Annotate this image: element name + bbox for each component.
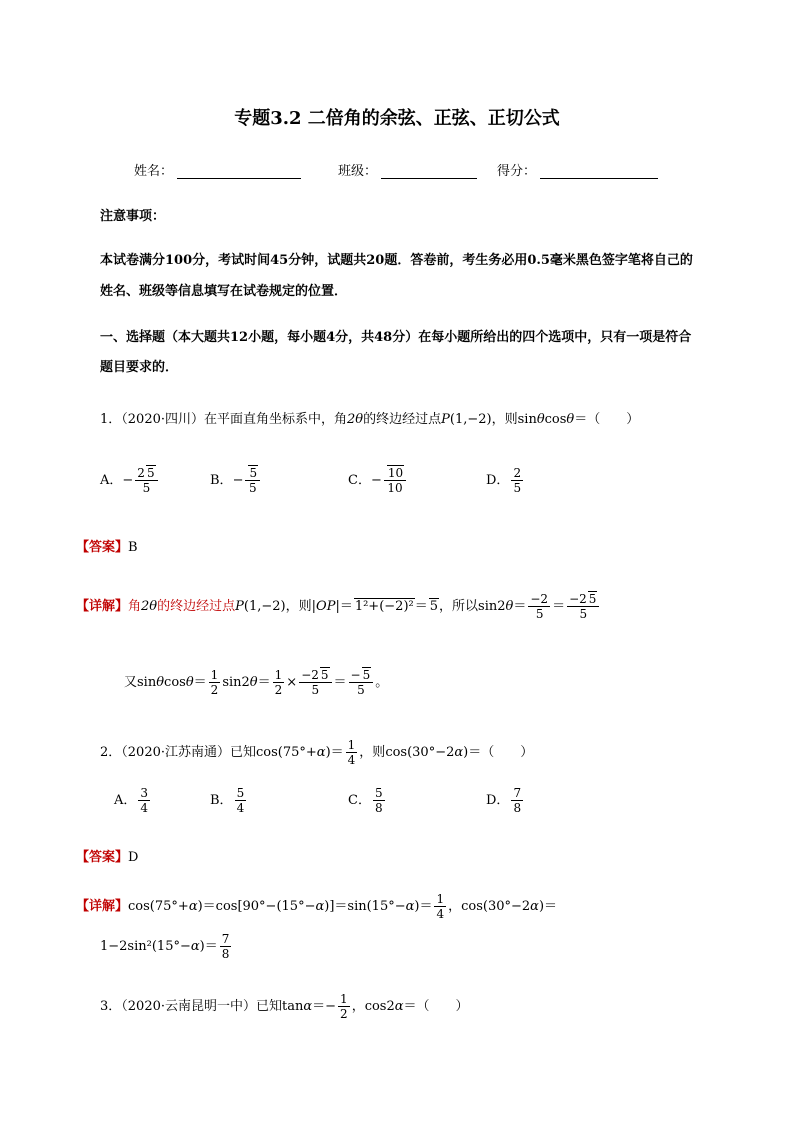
notice-heading: 注意事项： [100,209,166,224]
q2-option-a[interactable]: A． $\frac{3}{4}$ [114,786,149,815]
q2-option-d[interactable]: D． $\frac{7}{8}$ [486,786,522,815]
name-field[interactable] [134,160,301,179]
q1-stem: 1．（2020·四川）在平面直角坐标系中，角2θ的终边经过点P(1,−2)，则sinθcosθ＝（ ） [100,412,640,427]
class-blank[interactable] [381,166,477,179]
class-label: 班级： [338,164,378,179]
q1-detail-2: 又sinθcosθ＝ $\frac{1}{2}$ sin2θ＝ $\frac{1}{2}$ × $\frac{-2 5}{5}$ ＝ $\frac{- 5}{5}$ 。 [124,668,389,697]
q2-option-c[interactable]: C． $\frac{5}{8}$ [348,786,383,815]
page-title: 专题3.2 二倍角的余弦、正弦、正切公式 [234,108,560,129]
q2-option-b[interactable]: B． $\frac{5}{4}$ [210,786,245,815]
q2-detail: 【详解】cos(75°+α)＝cos[90°−(15°−α)]＝sin(15°−α)＝ $\frac{1}{4}$ ，cos(30°−2α)＝ [76,892,558,921]
q1-option-b[interactable]: B．− $\frac{5}{5}$ [210,466,262,495]
section-line-1: 一、选择题（本大题共12小题，每小题4分，共48分）在每小题所给出的四个选项中，只有一项是符合 [100,330,692,345]
section-line-2: 题目要求的． [100,360,179,375]
score-label: 得分： [497,164,537,179]
score-field[interactable] [497,160,658,179]
q1-answer: 【答案】B [76,540,138,555]
notice-line-2: 姓名、班级等信息填写在试卷规定的位置． [100,284,348,299]
q1-option-d[interactable]: D． $\frac{2}{5}$ [486,466,522,495]
q3-stem: 3．（2020·云南昆明一中）已知tanα＝− $\frac{1}{2}$ ，cos2α＝（ ） [100,992,469,1021]
q2-answer: 【答案】D [76,850,139,865]
q1-detail: 【详解】角2θ的终边经过点P(1,−2)，则|OP|＝ 1²+(−2)²＝ 5，所以sin2θ＝ $\frac{-2}{5}$ ＝ $\frac{-2 5}{5}$ [76,592,601,621]
q1-option-a[interactable]: A．− $\frac{2 5}{5}$ [100,466,160,495]
q2-detail-2: 1−2sin²(15°−α)＝ $\frac{7}{8}$ [100,932,230,961]
q2-stem: 2．（2020·江苏南通）已知cos(75°+α)＝ $\frac{1}{4}$ ，则cos(30°−2α)＝（ ） [100,738,534,767]
q1-option-c[interactable]: C．− $\frac{10}{10}$ [348,466,408,495]
notice-line-1: 本试卷满分100分，考试时间45分钟，试题共20题．答卷前，考生务必用0.5毫米黑色签字笔将自己的 [100,253,693,268]
class-field[interactable] [338,160,477,179]
score-blank[interactable] [540,166,658,179]
name-blank[interactable] [177,166,301,179]
name-label: 姓名： [134,164,174,179]
